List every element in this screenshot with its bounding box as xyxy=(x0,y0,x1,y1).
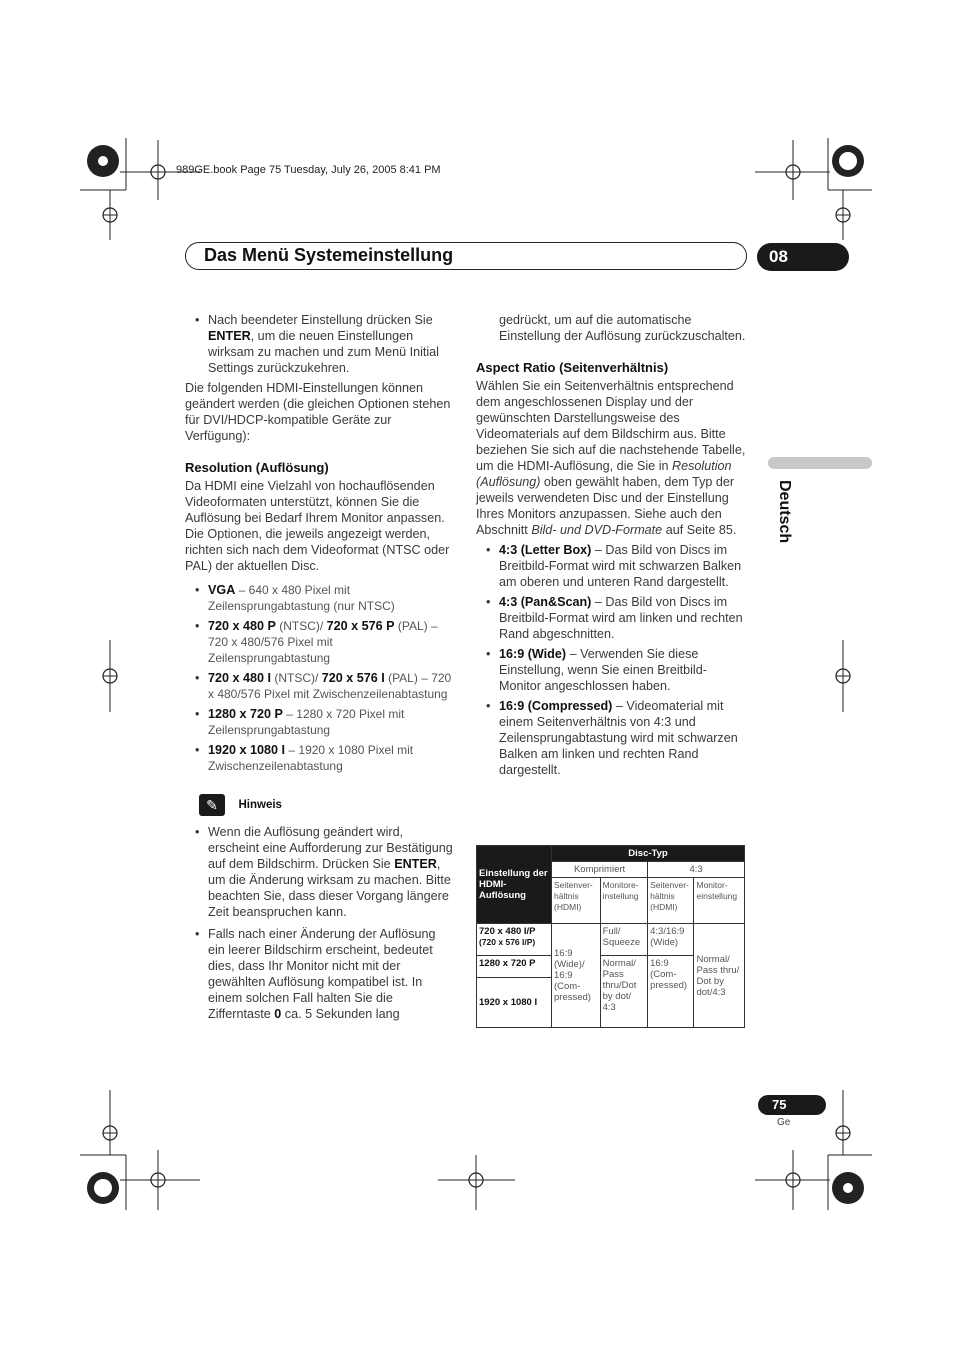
table-header-43: 4:3 xyxy=(648,862,745,878)
list-item: • 1920 x 1080 I – 1920 x 1080 Pixel mit Zwischenzeilenabtastung xyxy=(185,742,455,774)
list-item: • 720 x 480 P (NTSC)/ 720 x 576 P (PAL) – 720 x 480/576 Pixel mit Zeilensprungabtastung xyxy=(185,618,455,666)
list-item: • 16:9 (Wide) – Verwenden Sie diese Einstellung, wenn Sie einen Breitbild-Monitor angeschlossen haben. xyxy=(476,646,746,694)
table-cell: Normal/ Pass thru/Dot by dot/ 4:3 xyxy=(600,956,648,1028)
side-language-label: Deutsch xyxy=(776,480,793,544)
page-number: 75 xyxy=(758,1095,826,1115)
list-item: • 4:3 (Letter Box) – Das Bild von Discs im Breitbild-Format wird mit schwarzen Balken am oberen und unteren Rand dargestellt. xyxy=(476,542,746,590)
print-info-line: 989GE.book Page 75 Tuesday, July 26, 2005 8:41 PM xyxy=(176,164,441,176)
pencil-icon: ✎ xyxy=(199,794,225,816)
table-row-label: 1280 x 720 P xyxy=(477,956,552,978)
table-header-setting: Einstellung der HDMI-Auflösung xyxy=(477,846,552,924)
section-heading-resolution: Resolution (Auflösung) xyxy=(185,460,329,475)
table-subheader: Monitor-einstellung xyxy=(694,878,745,924)
table-row-label: 1920 x 1080 I xyxy=(477,978,552,1028)
list-item: • 4:3 (Pan&Scan) – Das Bild von Discs im Breitbild-Format wird am linken und rechten Rand abgeschnitten. xyxy=(476,594,746,642)
note-heading: Hinweis xyxy=(238,799,282,812)
section-heading-aspect: Aspect Ratio (Seitenverhältnis) xyxy=(476,360,669,375)
table-header-komprimiert: Komprimiert xyxy=(552,862,648,878)
intro-text: Die folgenden HDMI-Einstellungen können geändert werden (die gleichen Optionen stehen für DVI/HDCP-kompatible Geräte zur Verfügung): xyxy=(185,381,451,443)
chapter-number: 08 xyxy=(757,243,849,271)
list-item: • 1280 x 720 P – 1280 x 720 Pixel mit Zeilensprungabtastung xyxy=(185,706,455,738)
list-item: • 16:9 (Compressed) – Videomaterial mit einem Seitenverhältnis von 4:3 und Zeilensprungabtastung wird mit schwarzen Balken am linken und rechten Rand dargestellt. xyxy=(476,698,746,778)
list-item: • VGA – 640 x 480 Pixel mit Zeilensprungabtastung (nur NTSC) xyxy=(185,582,455,614)
aspect-text: Wählen Sie ein Seitenverhältnis entsprechend dem angeschlossenen Display und der gewünschten Darstellungsweise des Videomaterials auf dem Bildschirm aus. Bitte beziehen Sie sich auf die nachstehende Tabelle, um die HDMI-Auflösung, die Sie in Resolution (Auflösung) oben gewählt haben, dem Typ der jeweils verwendeten Disc und der Einstellung Ihres Monitors anzupassen. Siehe auch den Abschnitt Bild- und DVD-Formate auf Seite 85. xyxy=(476,379,746,537)
table-row-label: 720 x 480 I/P (720 x 576 I/P) xyxy=(477,924,552,956)
resolution-text: Da HDMI eine Vielzahl von hochauflösenden Videoformaten unterstützt, können Sie die Auflösung bei Bedarf Ihrem Monitor anpassen. Die Optionen, die jeweils angezeigt werden, richten sich nach dem Videoformat (NTSC oder PAL) der aktuellen Disc. xyxy=(185,479,450,573)
list-item: • 720 x 480 I (NTSC)/ 720 x 576 I (PAL) – 720 x 480/576 Pixel mit Zwischenzeilenabtastung xyxy=(185,670,455,702)
list-item: • Wenn die Auflösung geändert wird, erscheint eine Aufforderung zur Bestätigung auf dem Bildschirm. Drücken Sie ENTER, um die Änderung wirksam zu machen. Bitte beachten Sie, dass dieser Vorgang längere Zeit beanspruchen kann. xyxy=(185,824,455,920)
table-cell: 4:3/16:9 (Wide) xyxy=(648,924,694,956)
continuation-text: gedrückt, um auf die automatische Einstellung der Auflösung zurückzuschalten. xyxy=(499,313,746,343)
side-tab xyxy=(768,457,872,469)
resolution-table xyxy=(476,845,745,1028)
left-column xyxy=(185,312,455,1026)
table-subheader: Monitore-instellung xyxy=(600,878,648,924)
language-code: Ge xyxy=(777,1117,791,1128)
table-cell: Full/ Squeeze xyxy=(600,924,648,956)
list-item: • Nach beendeter Einstellung drücken Sie ENTER, um die neuen Einstellungen wirksam zu machen und zum Menü Initial Settings zurückzukehren. xyxy=(185,312,455,376)
table-subheader: Seitenver-hältnis (HDMI) xyxy=(552,878,601,924)
table-cell: 16:9 (Wide)/ 16:9 (Com-pressed) xyxy=(552,924,601,1028)
table-cell: 16:9 (Com-pressed) xyxy=(648,956,694,1028)
page-title: Das Menü Systemeinstellung xyxy=(204,245,454,265)
table-cell: Normal/ Pass thru/ Dot by dot/4:3 xyxy=(694,924,745,1028)
table-header-disc-type: Disc-Typ xyxy=(552,846,745,862)
table-subheader: Seitenver-hältnis (HDMI) xyxy=(648,878,694,924)
list-item: • Falls nach einer Änderung der Auflösung ein leerer Bildschirm erscheint, bedeutet dies, dass Ihr Monitor nicht mit der gewählten Auflösung kompatibel ist. In einem solchen Fall halten Sie die Zifferntaste 0 ca. 5 Sekunden lang xyxy=(185,926,455,1022)
note-header xyxy=(199,794,455,816)
right-column xyxy=(476,312,746,782)
